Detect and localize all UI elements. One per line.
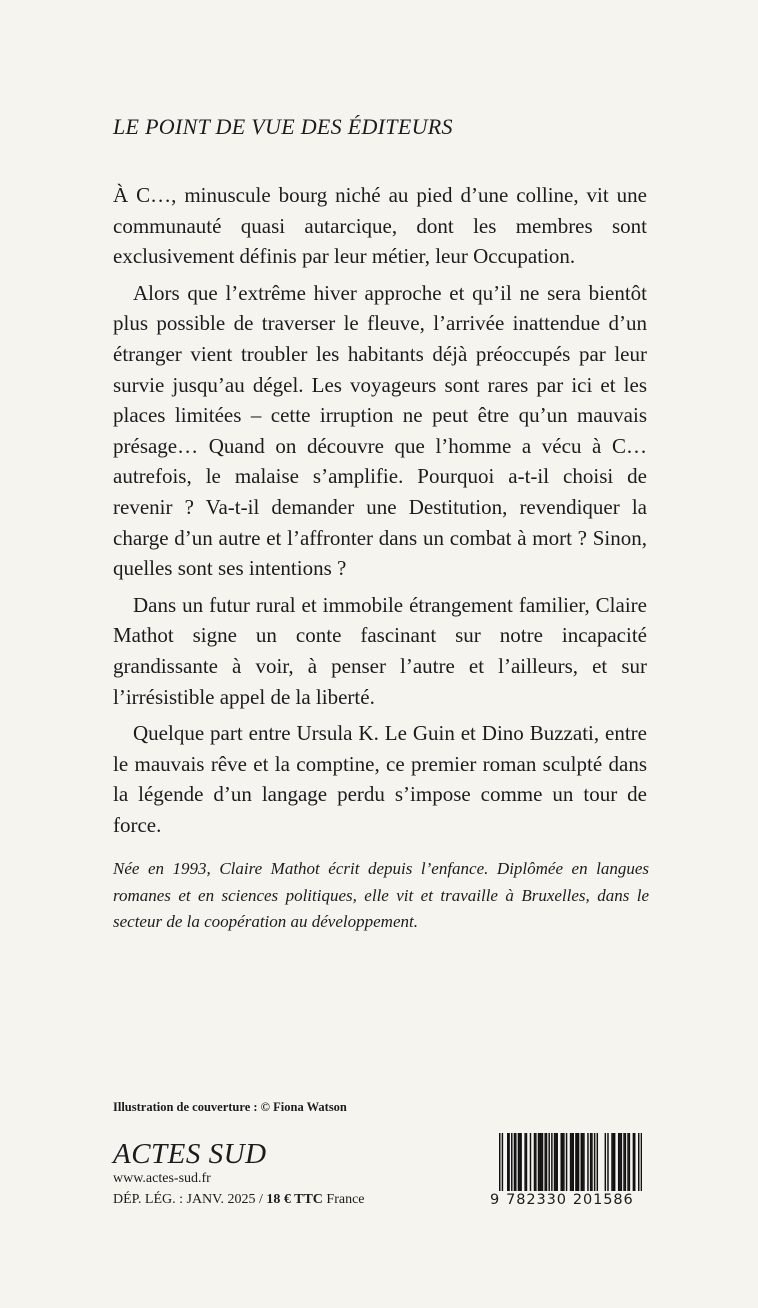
legal-deposit: DÉP. LÉG. : JANV. 2025 / [113, 1192, 263, 1207]
barcode-bar [627, 1133, 628, 1191]
summary-paragraph-1: À C…, minuscule bourg niché au pied d’une colline, vit une communauté quasi autarcique, dont les membres sont exclusivement définis par leur métier, leur Occupation. [113, 183, 647, 269]
barcode-bar [540, 1133, 541, 1191]
barcode-bar [578, 1133, 579, 1191]
barcode-bar [538, 1133, 539, 1191]
barcode-bar [613, 1133, 614, 1191]
barcode-bar [530, 1133, 531, 1191]
page-heading: LE POINT DE VUE DES ÉDITEURS [113, 114, 453, 139]
summary-paragraph-2: Alors que l’extrême hiver approche et qu’il ne sera bientôt plus possible de traverser le fleuve, l’arrivée inattendue d’un étranger vient troubler les habitants déjà préoccupés par leur survie jusqu’au dégel. Les voyageurs sont rares par ici et les places limitées – cette irruption ne peut être qu’un mauvais présage… Quand on découvre que l’homme a vécu à C… autrefois, le malaise s’amplifie. Pourquoi a-t-il choisi de revenir ? Va-t-il demander une Destitution, revendiquer la charge d’un autre et l’affronter dans un combat à mort ? Sinon, quelles sont ses intentions ? [113, 280, 647, 581]
isbn-digit-group-2: 201586 [572, 1192, 634, 1208]
barcode-bar [520, 1133, 521, 1191]
barcode-bar [514, 1133, 515, 1191]
barcode-bar [499, 1133, 500, 1191]
barcode-bar [641, 1133, 642, 1191]
publisher-logo: ACTES SUD [113, 1138, 267, 1170]
barcode-bar [591, 1133, 592, 1191]
barcode-bar [556, 1133, 557, 1191]
barcode-bar [519, 1133, 520, 1191]
legal-line [113, 1192, 365, 1208]
barcode-bar [551, 1133, 552, 1191]
summary-paragraph-3: Dans un futur rural et immobile étrangement familier, Claire Mathot signe un conte fascinant sur notre incapacité grandissante à voir, à penser l’autre et l’ailleurs, et sur l’irrésistible appel de la liberté. [113, 592, 647, 709]
barcode-bar [502, 1133, 503, 1191]
barcode-bar [619, 1133, 620, 1191]
barcode-bar [633, 1133, 634, 1191]
barcode-bar [563, 1133, 564, 1191]
barcode-bar [582, 1133, 583, 1191]
publisher-website: www.actes-sud.fr [113, 1171, 211, 1186]
barcode-bar [534, 1133, 535, 1191]
barcode-bar [554, 1133, 555, 1191]
barcode-bar [621, 1133, 622, 1191]
isbn-number [490, 1192, 650, 1208]
barcode-bar [526, 1133, 527, 1191]
barcode-bar [548, 1133, 549, 1191]
barcode-bar [623, 1133, 624, 1191]
barcode-bar [594, 1133, 595, 1191]
barcode-bar [544, 1133, 545, 1191]
barcode-bar [562, 1133, 563, 1191]
barcode-bar [573, 1133, 574, 1191]
barcode-bar [566, 1133, 567, 1191]
barcode-bar [607, 1133, 608, 1191]
barcode-bar [625, 1133, 626, 1191]
barcode-bar [571, 1133, 572, 1191]
barcode-bar [577, 1133, 578, 1191]
summary-text [113, 180, 647, 846]
barcode-bar [546, 1133, 547, 1191]
barcode-bar [618, 1133, 619, 1191]
barcode-bar [570, 1133, 571, 1191]
summary-paragraph-4: Quelque part entre Ursula K. Le Guin et Dino Buzzati, entre le mauvais rêve et la comptine, ce premier roman sculpté dans la légende d’un langage perdu s’impose comme un tour de force. [113, 721, 647, 837]
barcode-bar [542, 1133, 543, 1191]
isbn-digit-group-1: 782330 [506, 1192, 567, 1208]
barcode-bar [535, 1133, 536, 1191]
barcode-bar [605, 1133, 606, 1191]
author-bio: Née en 1993, Claire Mathot écrit depuis l’enfance. Diplômée en langues romanes et en sciences politiques, elle vit et travaille à Bruxelles, dans le secteur de la coopération au développement. [113, 859, 649, 931]
barcode-bar [511, 1133, 512, 1191]
barcode-bar [539, 1133, 540, 1191]
isbn-digit-prefix: 9 [490, 1192, 501, 1208]
barcode-bar [508, 1133, 509, 1191]
barcode-bar [507, 1133, 508, 1191]
barcode-bar [555, 1133, 556, 1191]
barcode-icon [499, 1133, 642, 1191]
barcode-bar [515, 1133, 516, 1191]
barcode-bar [583, 1133, 584, 1191]
barcode-bar [575, 1133, 576, 1191]
barcode-bar [638, 1133, 639, 1191]
barcode-bar [518, 1133, 519, 1191]
barcode-bar [611, 1133, 612, 1191]
barcode-bar [614, 1133, 615, 1191]
barcode-bar [629, 1133, 630, 1191]
barcode-bar [560, 1133, 561, 1191]
illustration-credit: Illustration de couverture : © Fiona Watson [113, 1100, 347, 1114]
price-country: France [326, 1192, 365, 1207]
barcode-bar [590, 1133, 591, 1191]
barcode-bar [587, 1133, 588, 1191]
barcode-bar [597, 1133, 598, 1191]
price: 18 € TTC [266, 1192, 323, 1207]
barcode-bar [524, 1133, 525, 1191]
barcode-bar [581, 1133, 582, 1191]
barcode-bar [634, 1133, 635, 1191]
